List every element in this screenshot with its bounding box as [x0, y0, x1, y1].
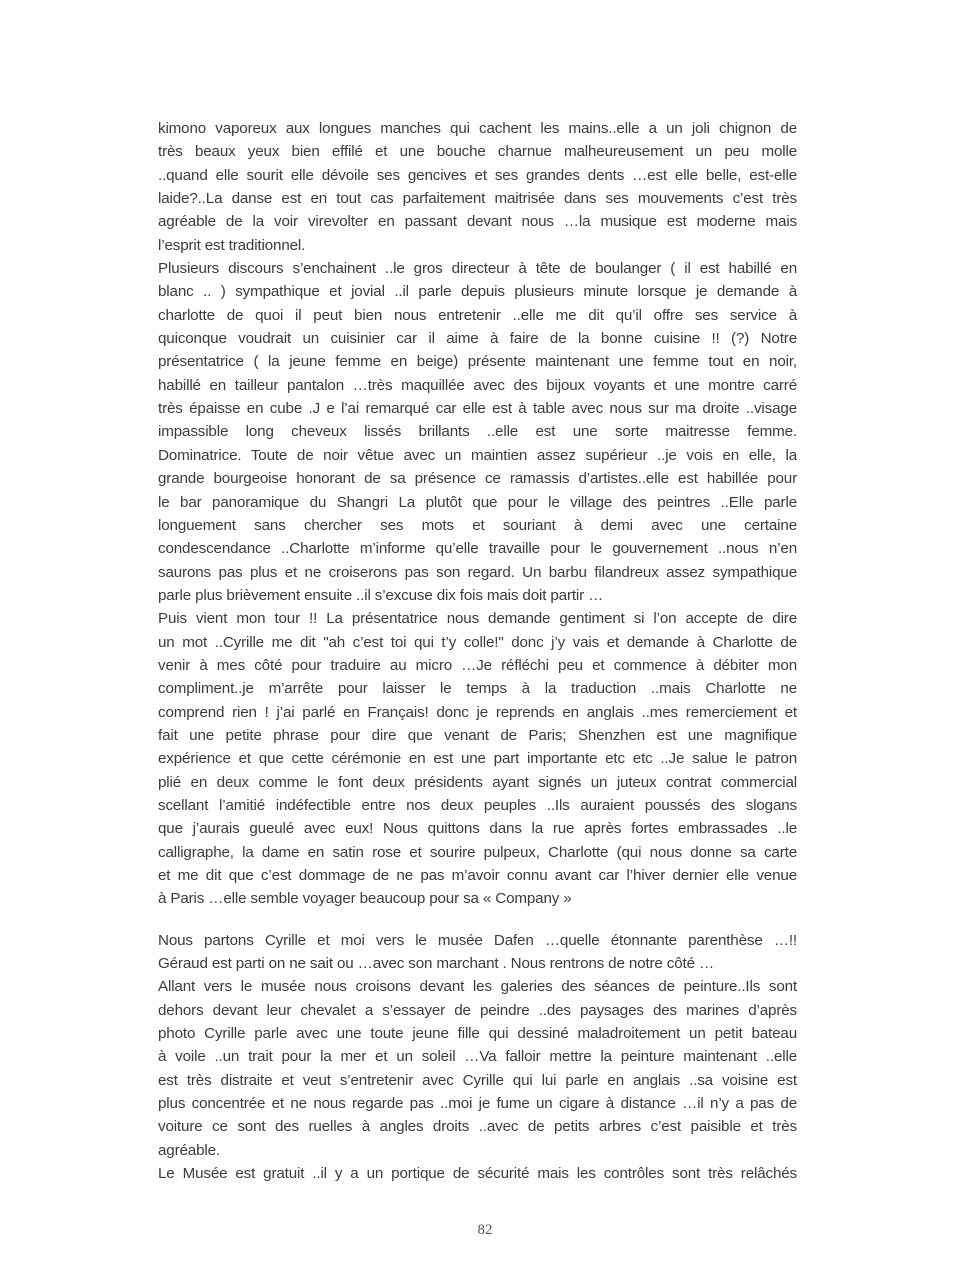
- text-line: très beaux yeux bien effilé et une bouche charnue malheureusement un peu molle: [158, 143, 797, 161]
- text-line: Plusieurs discours s’enchainent ..le gros directeur à tête de boulanger ( il est habillé en: [158, 260, 797, 278]
- text-line: impassible long cheveux lissés brillants ..elle est une sorte maitresse femme.: [158, 423, 797, 441]
- body-text: [158, 117, 797, 1185]
- text-line: que j’aurais gueulé avec eux! Nous quittons dans la rue après fortes embrassades ..le: [158, 820, 797, 838]
- text-line: comprend rien ! j’ai parlé en Français! donc je reprends en anglais ..mes remerciement et: [158, 703, 797, 721]
- text-line: le bar panoramique du Shangri La plutôt que pour le village des peintres ..Elle parle: [158, 493, 797, 511]
- text-line: présentatrice ( la jeune femme en beige) présente maintenant une femme tout en noir,: [158, 353, 797, 371]
- text-line: et me dit que c’est dommage de ne pas m’avoir connu avant car l’hiver dernier elle venue: [158, 867, 797, 884]
- text-line: l’esprit est traditionnel.: [158, 236, 306, 254]
- text-line: plié en deux comme le font deux présidents ayant signés un juteux contrat commercial: [158, 773, 797, 791]
- paragraph: [158, 1162, 797, 1185]
- text-line: scellant l’amitié indéfectible entre nos deux peuples ..Ils auraient poussés des slogans: [158, 796, 797, 814]
- text-line: longuement sans chercher ses mots et souriant à demi avec une certaine: [158, 516, 797, 534]
- text-line: parle plus brièvement ensuite ..il s’excuse dix fois mais doit partir …: [158, 586, 604, 604]
- text-line: habillé en tailleur pantalon …très maquillée avec des bijoux voyants et une montre carré: [158, 376, 797, 394]
- text-line: est très distraite et veut s’entretenir avec Cyrille qui lui parle en anglais ..sa voisine est: [158, 1071, 797, 1089]
- text-line: Le Musée est gratuit ..il y a un portique de sécurité mais les contrôles sont très relâchés: [158, 1165, 797, 1183]
- text-line: à Paris …elle semble voyager beaucoup pour sa « Company »: [158, 890, 572, 908]
- text-line: voiture ce sont des ruelles à angles droits ..avec de petits arbres c’est paisible et très: [158, 1118, 797, 1136]
- paragraph: [158, 929, 797, 976]
- text-line: à voile ..un trait pour la mer et un soleil …Va falloir mettre la peinture maintenant ..elle: [158, 1048, 797, 1066]
- text-line: calligraphe, la dame en satin rose et sourire pulpeux, Charlotte (qui nous donne sa carte: [158, 843, 797, 861]
- text-line: blanc .. ) sympathique et jovial ..il parle depuis plusieurs minute lorsque je demande à: [158, 283, 797, 301]
- text-line: Nous partons Cyrille et moi vers le musée Dafen …quelle étonnante parenthèse …!!: [158, 931, 797, 949]
- text-line: un mot ..Cyrille me dit "ah c’est toi qui t’y colle!" donc j’y vais et demande à Charlotte de: [158, 633, 797, 651]
- text-line: expérience et que cette cérémonie en est une part importante etc etc ..Je salue le patron: [158, 750, 797, 768]
- text-line: photo Cyrille parle avec une toute jeune fille qui dessiné maladroitement un petit bateau: [158, 1025, 797, 1043]
- text-line: agréable de la voir virevolter en passant devant nous …la musique est moderne mais: [158, 213, 797, 231]
- text-line: saurons pas plus et ne croiserons pas son regard. Un barbu filandreux assez sympathique: [158, 563, 797, 581]
- text-line: laide?..La danse est en tout cas parfaitement maitrisée dans ses mouvements c’est très: [158, 190, 797, 208]
- paragraph: [158, 257, 797, 607]
- text-line: quiconque voudrait un cuisinier car il aime à faire de la bonne cuisine !! (?) Notre: [158, 330, 797, 348]
- text-line: venir à mes côté pour traduire au micro …Je réfléchi peu et commence à débiter mon: [158, 656, 797, 674]
- paragraph: [158, 117, 797, 257]
- paragraph: [158, 975, 797, 1162]
- page-number: 82: [477, 1222, 493, 1238]
- text-line: Allant vers le musée nous croisons devant les galeries des séances de peinture..Ils sont: [158, 978, 797, 996]
- text-line: ..quand elle sourit elle dévoile ses gencives et ses grandes dents …est elle belle, est-elle: [158, 166, 797, 184]
- text-line: très épaisse en cube .J e l’ai remarqué car elle est à table avec nous sur ma droite ..visage: [158, 400, 797, 418]
- text-line: condescendance ..Charlotte m’informe qu’elle travaille pour le gouvernement ..nous n’en: [158, 540, 797, 558]
- text-line: grande bourgeoise honorant de sa présence ce ramassis d’artistes..elle est habillée pour: [158, 470, 797, 488]
- text-line: Puis vient mon tour !! La présentatrice nous demande gentiment si l’on accepte de dire: [158, 610, 797, 628]
- text-line: Dominatrice. Toute de noir vêtue avec un maintien assez supérieur ..je vois en elle, la: [158, 446, 797, 464]
- text-line: charlotte de quoi il peut bien nous entretenir ..elle me dit qu’il offre ses service à: [158, 306, 797, 324]
- text-line: plus concentrée et ne nous regarde pas ..moi je fume un cigare à distance …il n’y a pas de: [158, 1095, 797, 1113]
- paragraph: [158, 607, 797, 910]
- text-line: dehors devant leur chevalet a s’essayer de peindre ..des paysages des marines d’après: [158, 1001, 797, 1019]
- text-line: compliment..je m’arrête pour laisser le temps à la traduction ..mais Charlotte ne: [158, 680, 797, 698]
- text-line: kimono vaporeux aux longues manches qui cachent les mains..elle a un joli chignon de: [158, 120, 797, 137]
- text-line: Géraud est parti on ne sait ou …avec son marchant . Nous rentrons de notre côté …: [158, 955, 714, 973]
- text-line: agréable.: [158, 1141, 220, 1159]
- text-line: fait une petite phrase pour dire que venant de Paris; Shenzhen est une magnifique: [158, 726, 797, 744]
